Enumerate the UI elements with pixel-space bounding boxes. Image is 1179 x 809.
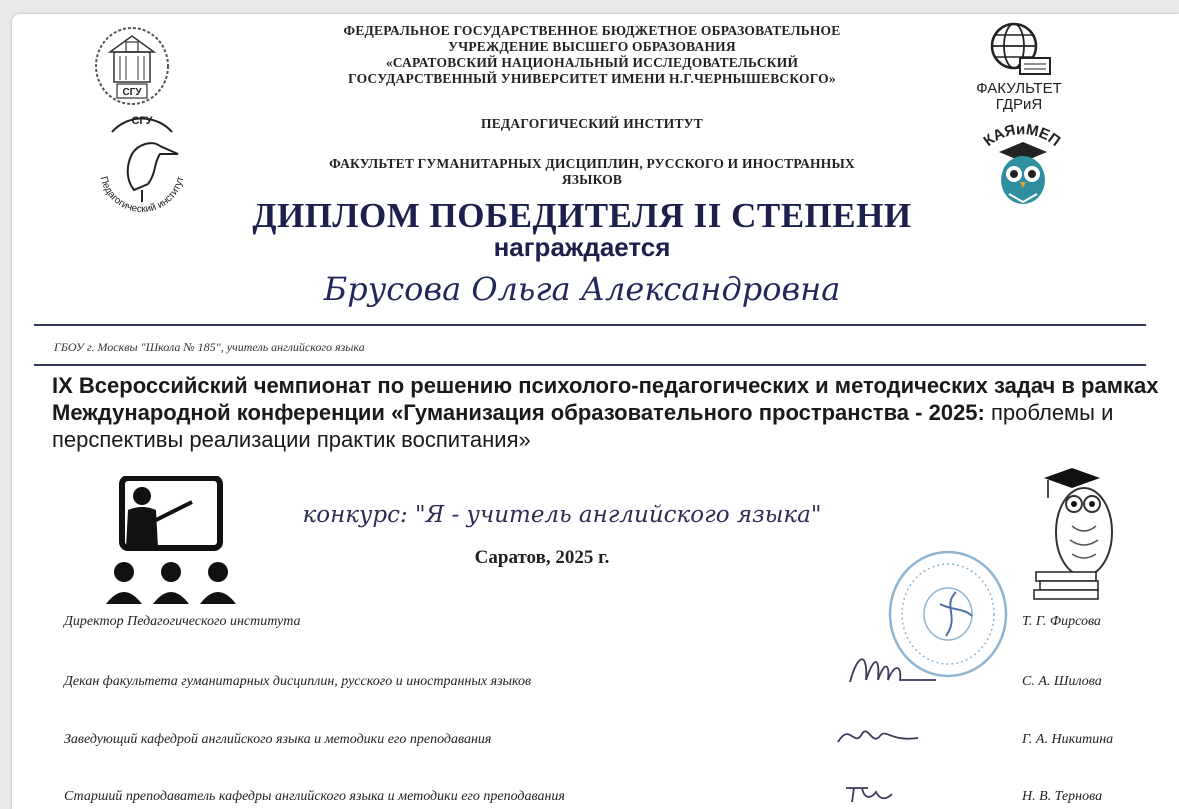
awarded-label: награждается xyxy=(493,232,671,262)
faculty-logo-label-1: ФАКУЛЬТЕТ xyxy=(976,80,1062,97)
event-description xyxy=(52,372,1162,453)
institute-name: ПЕДАГОГИЧЕСКИЙ ИНСТИТУТ xyxy=(481,116,703,131)
signature-mark-lecturer xyxy=(842,780,902,808)
header-line-3: «САРАТОВСКИЙ НАЦИОНАЛЬНЫЙ ИССЛЕДОВАТЕЛЬСКИЙ xyxy=(385,55,799,70)
city-year: Саратов, 2025 г. xyxy=(474,547,610,568)
faculty-globe-logo xyxy=(980,18,1060,82)
header-line-2: УЧРЕЖДЕНИЕ ВЫСШЕГО ОБРАЗОВАНИЯ xyxy=(448,39,736,54)
signature-name-director: Т. Г. Фирсова xyxy=(1022,614,1101,629)
bottom-divider xyxy=(34,364,1146,366)
signature-name-lecturer: Н. В. Тернова xyxy=(1022,789,1103,804)
signature-name-head: Г. А. Никитина xyxy=(1022,732,1114,747)
top-divider xyxy=(34,324,1146,326)
signature-mark-head xyxy=(832,718,922,754)
signature-name-dean: С. А. Шилова xyxy=(1022,674,1102,689)
event-title-bold: IX Всероссийский чемпионат по решению психолого-педагогических и методических задач в рамках Международной конференции «Гуманизация образовательного пространства - 2025: xyxy=(52,373,1159,425)
kafedra-logo-label: КАЯиМЕП xyxy=(980,122,1064,150)
diploma-sheet xyxy=(12,14,1179,809)
owl-on-books-icon xyxy=(1032,466,1128,602)
signature-mark-dean xyxy=(844,646,940,692)
faculty-line-2: ЯЗЫКОВ xyxy=(561,172,623,187)
sgu-logo-label: СГУ xyxy=(122,87,142,98)
pedinst-arc-label: Педагогический институт xyxy=(97,175,187,216)
signature-role-lecturer: Старший преподаватель кафедры английского языка и методики его преподавания xyxy=(64,789,565,804)
header-line-4: ГОСУДАРСТВЕННЫЙ УНИВЕРСИТЕТ ИМЕНИ Н.Г.ЧЕРНЫШЕВСКОГО» xyxy=(348,71,836,86)
diploma-title: ДИПЛОМ ПОБЕДИТЕЛЯ II СТЕПЕНИ xyxy=(252,196,912,235)
teacher-pictogram-icon xyxy=(96,476,246,606)
kafedra-owl-logo xyxy=(967,122,1077,222)
signature-role-director: Директор Педагогического института xyxy=(64,614,301,629)
sgu-logo xyxy=(90,22,174,106)
faculty-line-1: ФАКУЛЬТЕТ ГУМАНИТАРНЫХ ДИСЦИПЛИН, РУССКОГО И ИНОСТРАННЫХ xyxy=(329,156,855,171)
faculty-logo-caption xyxy=(964,81,1074,113)
winner-name: Брусова Ольга Александровна xyxy=(323,270,841,308)
header-line-1: ФЕДЕРАЛЬНОЕ ГОСУДАРСТВЕННОЕ БЮДЖЕТНОЕ ОБРАЗОВАТЕЛЬНОЕ xyxy=(343,23,841,38)
contest-name: конкурс: "Я - учитель английского языка" xyxy=(302,502,822,528)
signature-role-dean: Декан факультета гуманитарных дисциплин, русского и иностранных языков xyxy=(64,674,532,689)
pedinst-top-label: СГУ xyxy=(131,115,153,127)
event-title-regular: проблемы и перспективы реализации практик воспитания» xyxy=(52,400,1114,452)
signature-role-head: Заведующий кафедрой английского языка и методики его преподавания xyxy=(64,732,492,747)
faculty-logo-label-2: ГДРиЯ xyxy=(995,96,1043,113)
winner-school: ГБОУ г. Москвы "Школа № 185", учитель английского языка xyxy=(54,340,365,354)
